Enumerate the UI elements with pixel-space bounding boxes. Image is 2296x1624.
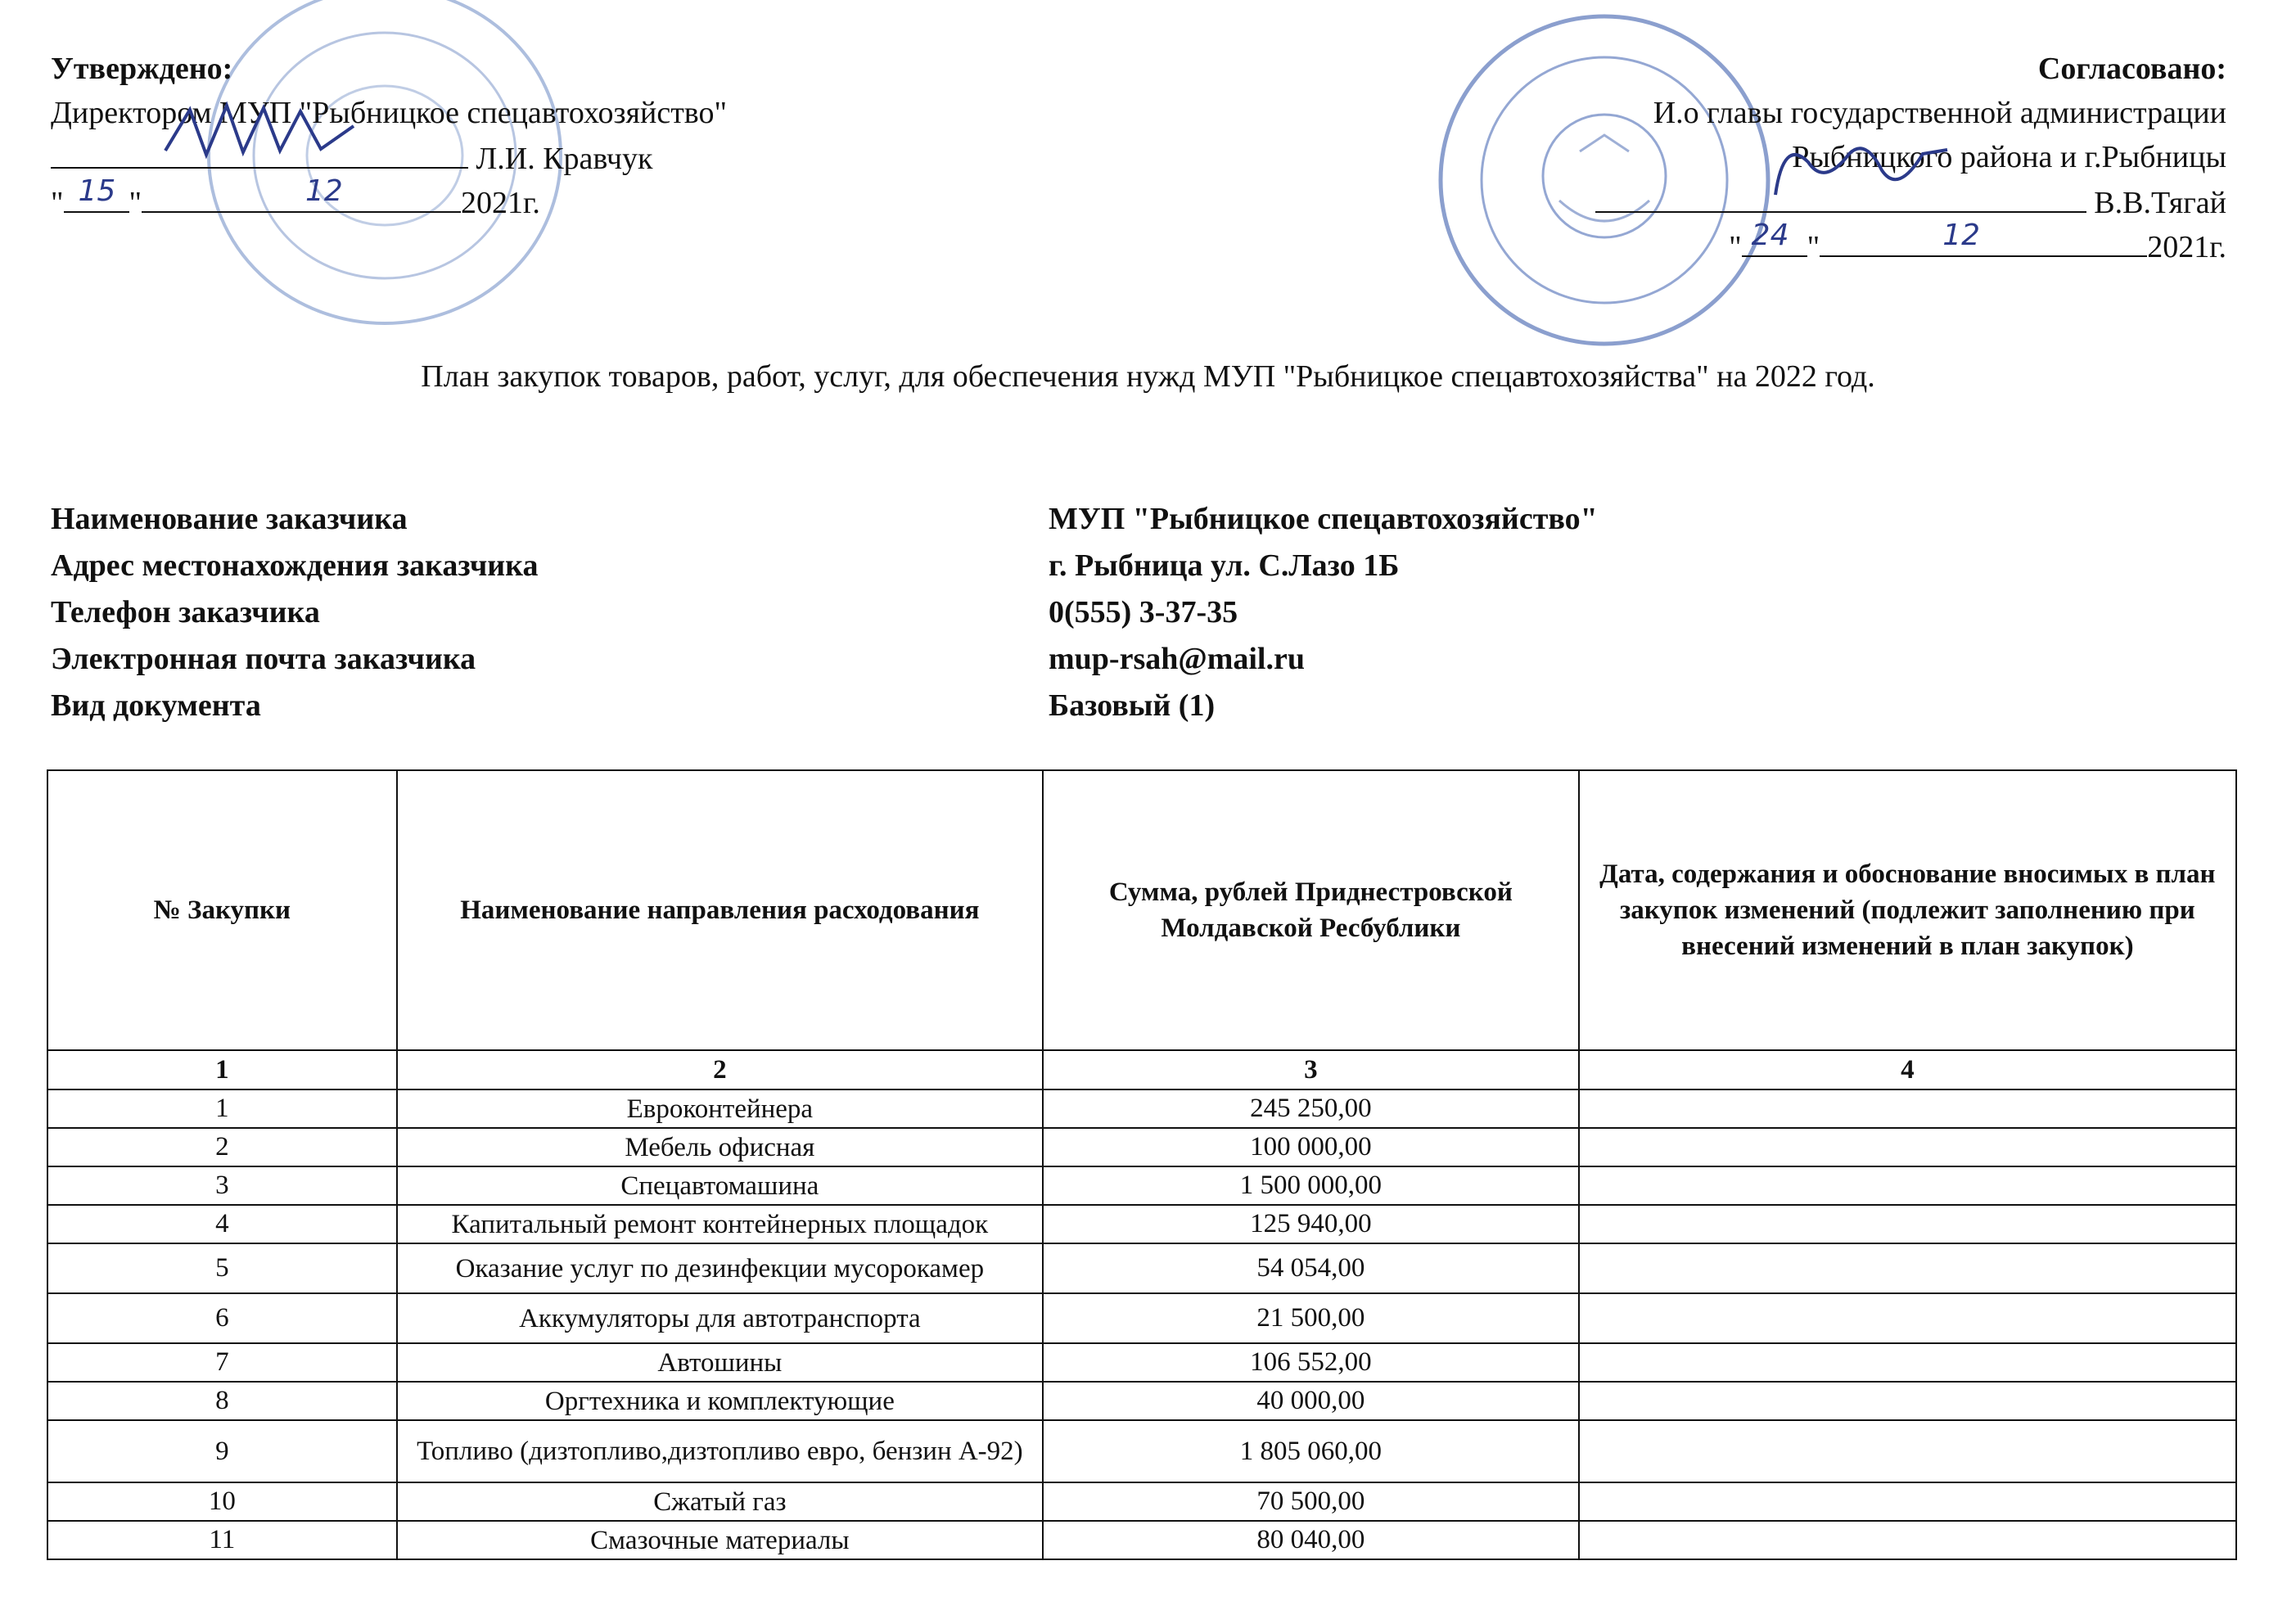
column-header-name: Наименование направления расходования (397, 770, 1043, 1050)
cell-number: 5 (47, 1243, 397, 1293)
approved-signature-line (51, 134, 706, 182)
signature-mark-icon (1759, 129, 1955, 211)
signature-mark-icon (157, 93, 370, 167)
cell-name: Капитальный ремонт контейнерных площадок (397, 1205, 1043, 1243)
customer-name-value: МУП "Рыбницкое спецавтохозяйство" (1049, 502, 1598, 536)
cell-sum: 21 500,00 (1043, 1293, 1579, 1343)
cell-changes (1579, 1343, 2236, 1382)
cell-name: Сжатый газ (397, 1482, 1043, 1521)
approved-heading: Утверждено: (51, 52, 233, 86)
agreed-position-line1: И.о главы государственной администрации (1653, 96, 2226, 130)
cell-sum: 245 250,00 (1043, 1089, 1579, 1128)
cell-number: 4 (47, 1205, 397, 1243)
cell-name: Топливо (дизтопливо,дизтопливо евро, бензин А-92) (397, 1420, 1043, 1482)
cell-name: Спецавтомашина (397, 1166, 1043, 1205)
customer-email-row (51, 636, 2261, 682)
agreed-year: 2021г. (2147, 230, 2226, 264)
cell-changes (1579, 1166, 2236, 1205)
table-row (47, 1243, 2236, 1293)
cell-name: Евроконтейнера (397, 1089, 1043, 1128)
table-row (47, 1089, 2236, 1128)
cell-changes (1579, 1482, 2236, 1521)
customer-email-label: Электронная почта заказчика (51, 642, 476, 676)
cell-changes (1579, 1205, 2236, 1243)
table-row (47, 1293, 2236, 1343)
table-row (47, 1521, 2236, 1559)
approved-month: 12 (305, 174, 343, 208)
cell-changes (1579, 1382, 2236, 1420)
signature-blank (1595, 178, 2086, 213)
column-header-number: № Закупки (47, 770, 397, 1050)
cell-number: 2 (47, 1128, 397, 1166)
cell-number: 3 (47, 1166, 397, 1205)
cell-name: Аккумуляторы для автотранспорта (397, 1293, 1043, 1343)
cell-name: Мебель офисная (397, 1128, 1043, 1166)
cell-name: Автошины (397, 1343, 1043, 1382)
signature-blank (51, 134, 468, 169)
customer-address-value: г. Рыбница ул. С.Лазо 1Б (1049, 548, 1400, 583)
cell-number: 9 (47, 1420, 397, 1482)
table-row (47, 1382, 2236, 1420)
table-header-row (47, 770, 2236, 1050)
table-row (47, 1128, 2236, 1166)
agreed-month: 12 (1942, 219, 1980, 252)
cell-sum: 1 500 000,00 (1043, 1166, 1579, 1205)
agreed-heading: Согласовано: (2037, 52, 2226, 86)
customer-name-label: Наименование заказчика (51, 502, 408, 536)
cell-name: Оказание услуг по дезинфекции мусорокамер (397, 1243, 1043, 1293)
cell-sum: 70 500,00 (1043, 1482, 1579, 1521)
procurement-plan-table (47, 769, 2237, 1560)
column-header-sum: Сумма, рублей Приднестровской Молдавской Ресбублики (1043, 770, 1579, 1050)
agreed-day: 24 (1751, 219, 1789, 252)
cell-sum: 40 000,00 (1043, 1382, 1579, 1420)
cell-sum: 1 805 060,00 (1043, 1420, 1579, 1482)
customer-name-row (51, 496, 2261, 542)
agreed-name: В.В.Тягай (2094, 186, 2226, 220)
table-row (47, 1343, 2236, 1382)
agreed-signature-line (1595, 178, 2226, 226)
approved-day: 15 (78, 174, 116, 208)
document-type-value: Базовый (1) (1049, 688, 1216, 723)
cell-changes (1579, 1293, 2236, 1343)
cell-number: 10 (47, 1482, 397, 1521)
table-row (47, 1166, 2236, 1205)
column-header-changes: Дата, содержания и обоснование вносимых в план закупок изменений (подлежит заполнению при внесений изменений в план закупок) (1579, 770, 2236, 1050)
table-row (47, 1482, 2236, 1521)
table-row (47, 1205, 2236, 1243)
customer-phone-row (51, 589, 2261, 635)
cell-changes (1579, 1521, 2236, 1559)
cell-name: Оргтехника и комплектующие (397, 1382, 1043, 1420)
cell-sum: 54 054,00 (1043, 1243, 1579, 1293)
cell-sum: 100 000,00 (1043, 1128, 1579, 1166)
cell-changes (1579, 1243, 2236, 1293)
cell-changes (1579, 1089, 2236, 1128)
cell-name: Смазочные материалы (397, 1521, 1043, 1559)
document-type-row (51, 683, 2261, 729)
approved-year: 2021г. (461, 186, 540, 220)
customer-email-value: mup-rsah@mail.ru (1049, 642, 1305, 676)
agreed-date: " 24 " 12 2021г. (1729, 223, 2226, 270)
cell-number: 1 (47, 1089, 397, 1128)
agreed-position-line2: Рыбницкого района и г.Рыбницы (1792, 140, 2226, 174)
cell-changes (1579, 1128, 2236, 1166)
cell-number: 6 (47, 1293, 397, 1343)
customer-phone-label: Телефон заказчика (51, 595, 320, 629)
column-number-row: 1 2 3 4 (47, 1050, 2236, 1089)
cell-sum: 106 552,00 (1043, 1343, 1579, 1382)
cell-sum: 125 940,00 (1043, 1205, 1579, 1243)
cell-sum: 80 040,00 (1043, 1521, 1579, 1559)
cell-number: 11 (47, 1521, 397, 1559)
approved-position: Директором МУП "Рыбницкое спецавтохозяйство" (51, 96, 727, 130)
customer-address-label: Адрес местонахождения заказчика (51, 548, 539, 583)
cell-changes (1579, 1420, 2236, 1482)
document-title: План закупок товаров, работ, услуг, для обеспечения нужд МУП "Рыбницкое спецавтохозяйства" на 2022 год. (421, 359, 1875, 394)
customer-phone-value: 0(555) 3-37-35 (1049, 595, 1238, 629)
cell-number: 7 (47, 1343, 397, 1382)
approved-date: " 15 " 12 2021г. (51, 178, 540, 226)
table-row (47, 1420, 2236, 1482)
document-type-label: Вид документа (51, 688, 261, 723)
cell-number: 8 (47, 1382, 397, 1420)
customer-address-row (51, 543, 2261, 589)
approved-name: Л.И. Кравчук (476, 142, 653, 176)
